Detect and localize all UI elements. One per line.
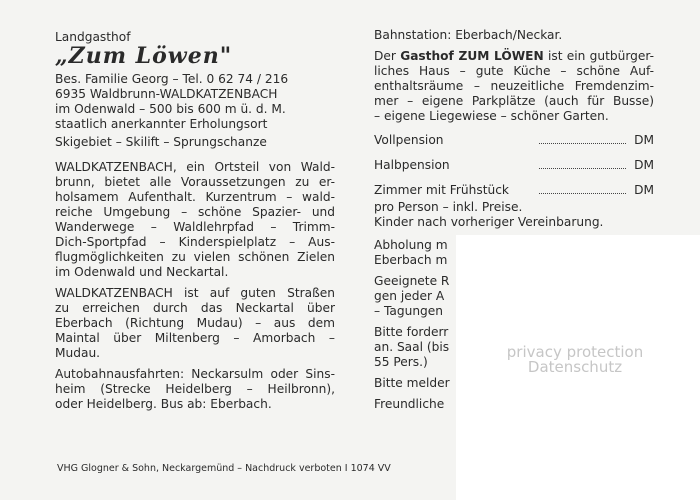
paragraph-directions [55,286,335,361]
text-line: Freundliche [374,397,445,411]
text-line: Abholung m [374,238,448,252]
paragraph-description [55,160,335,280]
price-blank [539,158,626,169]
price-row [374,158,654,173]
text-line: heim (Strecke Heidelberg – Heilbronn), [55,382,335,396]
contact-line: Skigebiet – Skilift – Sprungschanze [55,135,267,149]
text-line: reiche Umgebung – schöne Spazier- und [55,205,335,219]
text-line: im Odenwald und Neckartal. [55,265,229,279]
hotel-description [374,49,654,124]
price-label: Halbpension [374,158,450,172]
text-line: Bitte forderr [374,325,449,339]
text-line: oder Heidelberg. Bus ab: Eberbach. [55,397,272,411]
text-line: gen jeder A [374,289,445,303]
text-line: Bitte melder [374,376,450,390]
description-hotel-name: Gasthof ZUM LÖWEN [400,49,544,63]
contact-line: im Odenwald – 500 bis 600 m ü. d. M. [55,102,286,116]
price-blank [539,133,626,144]
price-label: Zimmer mit Frühstück [374,183,509,197]
price-blank [539,183,626,194]
price-table [374,133,654,230]
publisher-footer: VHG Glogner & Sohn, Neckargemünd – Nachdruck verboten I 1074 VV [57,463,391,474]
contact-block [55,72,335,150]
price-label: Vollpension [374,133,444,147]
text-line: zu erreichen durch das Neckartal über [55,301,335,315]
text-line: Eberbach (Richtung Mudau) – aus dem [55,316,335,330]
text-line: flugmöglichkeiten zu vielen schönen Zielen [55,250,335,264]
text-line: liches Haus – gute Küche – schöne Auf- [374,64,654,78]
price-row [374,133,654,148]
text-line: Autobahnausfahrten: Neckarsulm oder Sins- [55,367,335,381]
text-line: Eberbach m [374,253,448,267]
price-currency: DM [634,158,654,172]
text-line [374,49,654,64]
price-note: pro Person – inkl. Preise. [374,200,523,214]
text-line: an. Saal (bis [374,340,450,354]
text-line: holsamem Aufenthalt. Kurzentrum – wald- [55,190,335,204]
text-line: Mudau. [55,346,101,360]
text-line: mer – eigene Parkplätze (auch für Busse) [374,94,654,108]
description-rest: ist ein gutbürger- [543,49,654,63]
contact-line: 6935 Waldbrunn-WALDKATZENBACH [55,87,278,101]
text-line: enthaltsräume – neuzeitliche Fremdenzim- [374,79,654,93]
contact-line: Bes. Familie Georg – Tel. 0 62 74 / 216 [55,72,289,86]
text-line: WALDKATZENBACH ist auf guten Straßen [55,286,335,300]
text-line: Dich-Sportpfad – Kinderspielplatz – Aus- [55,235,335,249]
contact-line: staatlich anerkannter Erholungsort [55,117,268,131]
hotel-type: Landgasthof [55,30,131,44]
text-line: Wanderwege – Waldlehrpfad – Trimm- [55,220,335,234]
paragraph-highways [55,367,335,412]
hotel-name: „Zum Löwen" [55,43,233,69]
text-line: WALDKATZENBACH, ein Ortsteil von Wald- [55,160,335,174]
price-currency: DM [634,183,654,197]
text-line: – eigene Liegewiese – schöner Garten. [374,109,609,123]
text-line: – Tagungen [374,304,444,318]
watermark-line: Datenschutz [527,358,623,376]
text-line: 55 Pers.) [374,355,428,369]
price-currency: DM [634,133,654,147]
text-line: Maintal über Miltenberg – Amorbach – [55,331,335,345]
privacy-watermark [500,345,650,375]
left-column [55,30,335,412]
price-note: Kinder nach vorheriger Vereinbarung. [374,215,604,229]
text-line: brunn, bietet alle Voraussetzungen zu er- [55,175,335,189]
price-row [374,183,654,198]
description-prefix: Der [374,49,401,63]
station-line: Bahnstation: Eberbach/Neckar. [374,28,563,42]
text-line: Geeignete R [374,274,450,288]
watermark-line: privacy protection [506,343,644,361]
